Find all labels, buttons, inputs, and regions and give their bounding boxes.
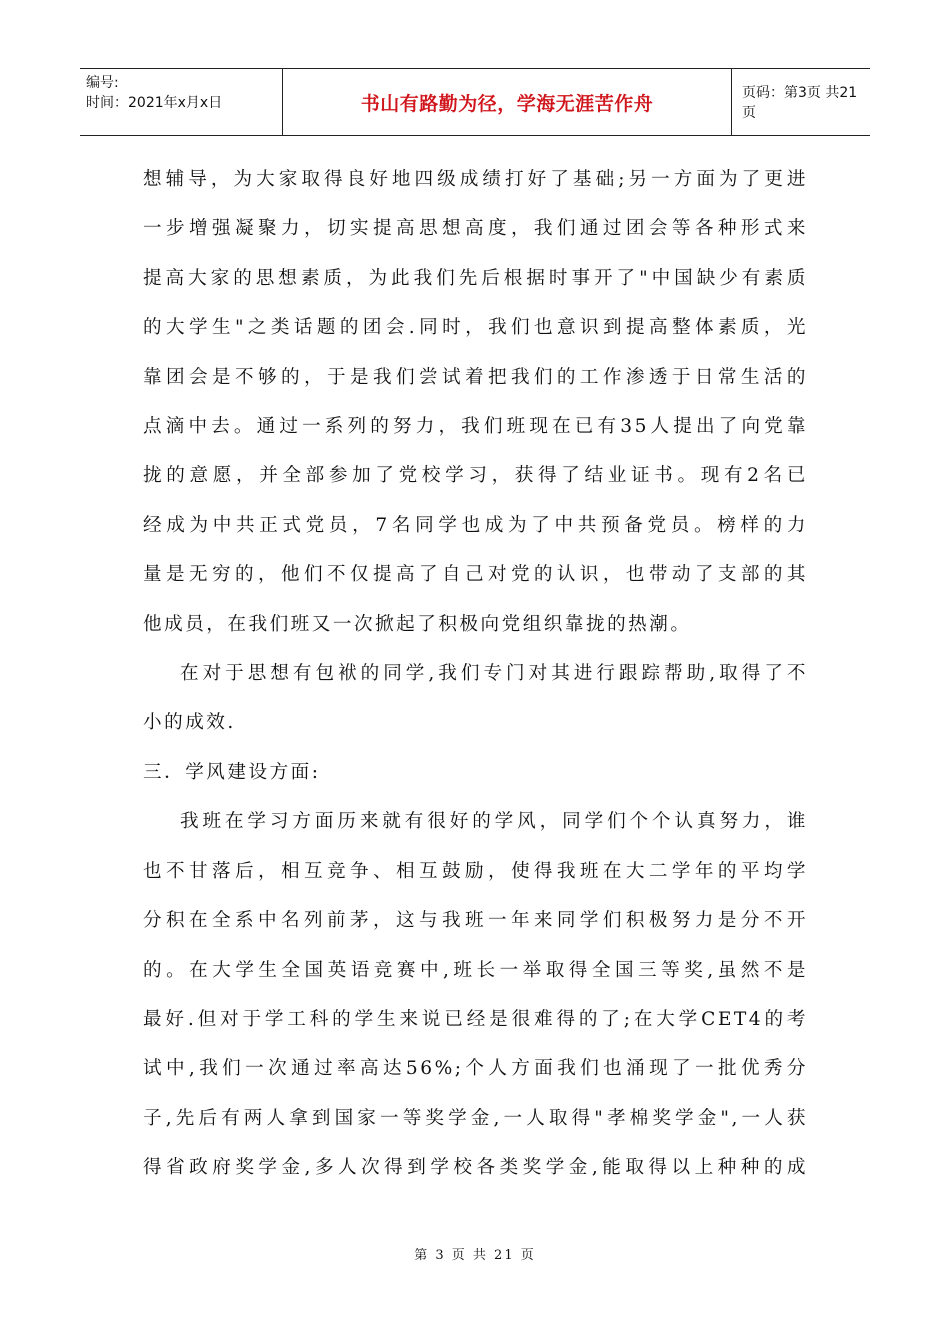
- header-page-info: 页码：第3页 共21页: [742, 85, 858, 121]
- document-body: [143, 155, 808, 1193]
- header-meta: [80, 69, 283, 135]
- body-line: 试中,我们一次通过率高达56%;个人方面我们也涌现了一批优秀分: [143, 1058, 808, 1080]
- page-header: [80, 68, 870, 136]
- body-line: 的大学生"之类话题的团会.同时，我们也意识到提高整体素质，光: [143, 317, 808, 339]
- body-line: 在对于思想有包袱的同学,我们专门对其进行跟踪帮助,取得了不: [180, 663, 808, 685]
- body-line: 量是无穷的，他们不仅提高了自己对党的认识，也带动了支部的其: [143, 564, 808, 586]
- header-motto: 书山有路勤为径，学海无涯苦作舟: [283, 69, 732, 135]
- body-line: 小的成效.: [143, 712, 236, 734]
- body-line: 我班在学习方面历来就有很好的学风，同学们个个认真努力，谁: [180, 811, 808, 833]
- body-line: 提高大家的思想素质，为此我们先后根据时事开了"中国缺少有素质: [143, 267, 808, 289]
- body-line: 分积在全系中名列前茅，这与我班一年来同学们积极努力是分不开: [143, 910, 808, 932]
- body-line: 子,先后有两人拿到国家一等奖学金,一人取得"孝棉奖学金",一人获: [143, 1107, 808, 1129]
- body-line: 的。在大学生全国英语竞赛中,班长一举取得全国三等奖,虽然不是: [143, 959, 808, 981]
- body-line: 点滴中去。通过一系列的努力，我们班现在已有35人提出了向党靠: [143, 416, 808, 438]
- body-line: 他成员，在我们班又一次掀起了积极向党组织靠拢的热潮。: [143, 613, 692, 635]
- body-line: 最好.但对于学工科的学生来说已经是很难得的了;在大学CET4的考: [143, 1008, 808, 1030]
- body-line: 也不甘落后，相互竞争、相互鼓励，使得我班在大二学年的平均学: [143, 860, 808, 882]
- section-heading: 三．学风建设方面:: [143, 761, 321, 783]
- page-footer: 第 3 页 共 21 页: [414, 1248, 536, 1263]
- body-line: 靠团会是不够的，于是我们尝试着把我们的工作渗透于日常生活的: [143, 366, 808, 388]
- body-line: 想辅导，为大家取得良好地四级成绩打好了基础;另一方面为了更进: [143, 169, 808, 190]
- body-line: 经成为中共正式党员，7名同学也成为了中共预备党员。榜样的力: [143, 514, 808, 536]
- body-line: 得省政府奖学金,多人次得到学校各类奖学金,能取得以上种种的成: [143, 1157, 808, 1179]
- body-line: 拢的意愿，并全部参加了党校学习，获得了结业证书。现有2名已: [143, 465, 808, 487]
- body-line: 一步增强凝聚力，切实提高思想高度，我们通过团会等各种形式来: [143, 218, 808, 240]
- document-number-label: 编号:: [86, 75, 119, 91]
- document-date: 时间：2021年x月x日: [86, 95, 223, 111]
